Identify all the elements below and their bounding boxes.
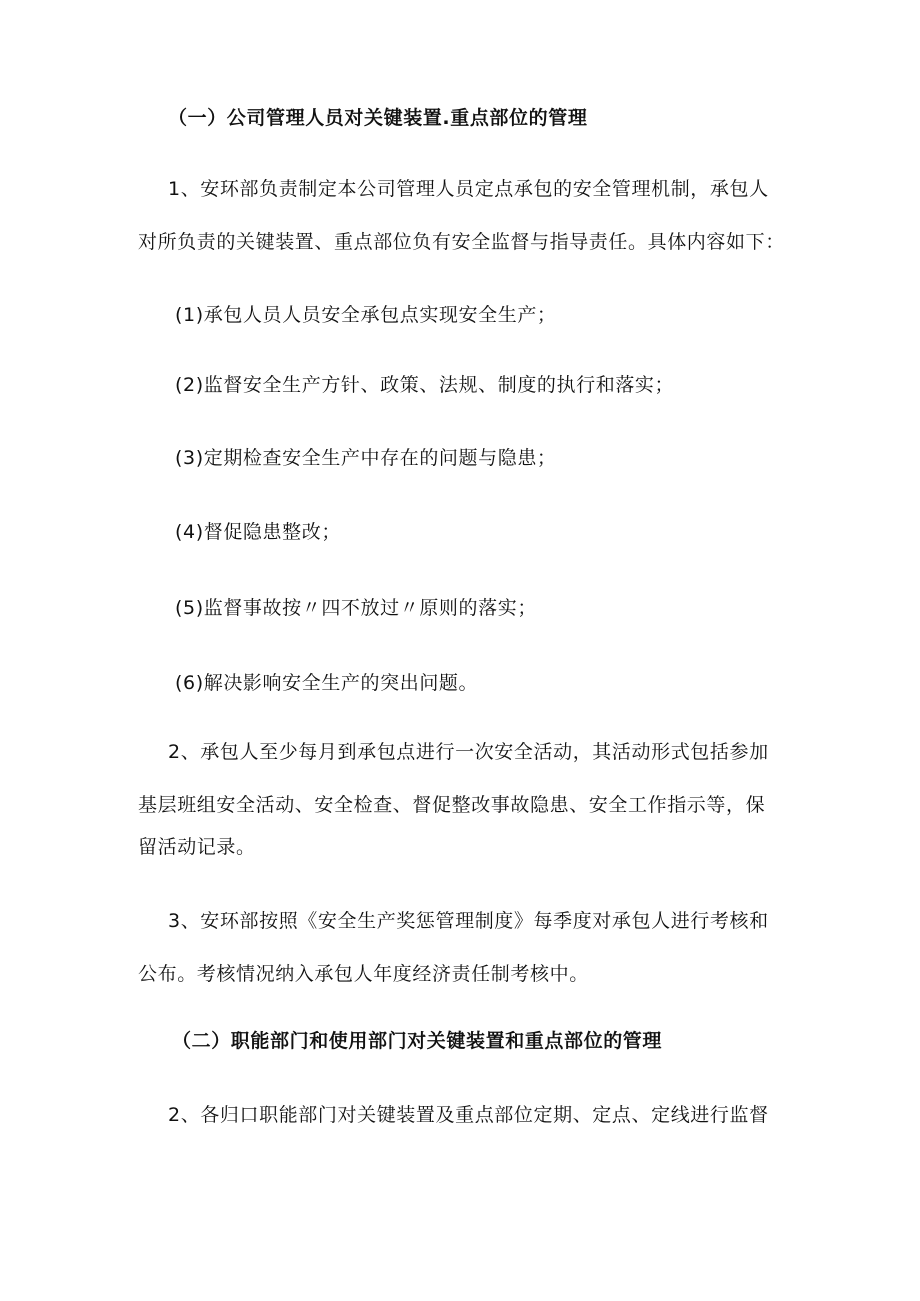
list-item-2: (2)监督安全生产方针、政策、法规、制度的执行和落实； bbox=[175, 374, 675, 396]
paragraph-2-line-3: 留活动记录。 bbox=[138, 836, 256, 858]
paragraph-3-line-2: 公布。考核情况纳入承包人年度经济责任制考核中。 bbox=[138, 963, 589, 985]
list-item-1: (1)承包人员人员安全承包点实现安全生产； bbox=[175, 304, 557, 326]
paragraph-3-line-1: 3、安环部按照《安全生产奖惩管理制度》每季度对承包人进行考核和 bbox=[168, 910, 769, 932]
paragraph-2-line-1: 2、承包人至少每月到承包点进行一次安全活动，其活动形式包括参加 bbox=[168, 741, 769, 763]
list-item-5: (5)监督事故按〃四不放过〃原则的落实； bbox=[175, 597, 537, 619]
paragraph-1-line-2: 对所负责的关键装置、重点部位负有安全监督与指导责任。具体内容如下： bbox=[138, 231, 785, 253]
list-item-3: (3)定期检查安全生产中存在的问题与隐患； bbox=[175, 447, 557, 469]
list-item-6: (6)解决影响安全生产的突出问题。 bbox=[175, 672, 479, 694]
paragraph-4-line-1: 2、各归口职能部门对关键装置及重点部位定期、定点、定线进行监督 bbox=[168, 1104, 769, 1126]
paragraph-2-line-2: 基层班组安全活动、安全检查、督促整改事故隐患、安全工作指示等，保 bbox=[138, 794, 766, 816]
section-heading-1: （一）公司管理人员对关键装置.重点部位的管理 bbox=[168, 107, 588, 129]
paragraph-1-line-1: 1、安环部负责制定本公司管理人员定点承包的安全管理机制，承包人 bbox=[168, 178, 769, 200]
list-item-4: (4)督促隐患整改； bbox=[175, 521, 341, 543]
section-heading-2: （二）职能部门和使用部门对关键装置和重点部位的管理 bbox=[172, 1030, 663, 1052]
